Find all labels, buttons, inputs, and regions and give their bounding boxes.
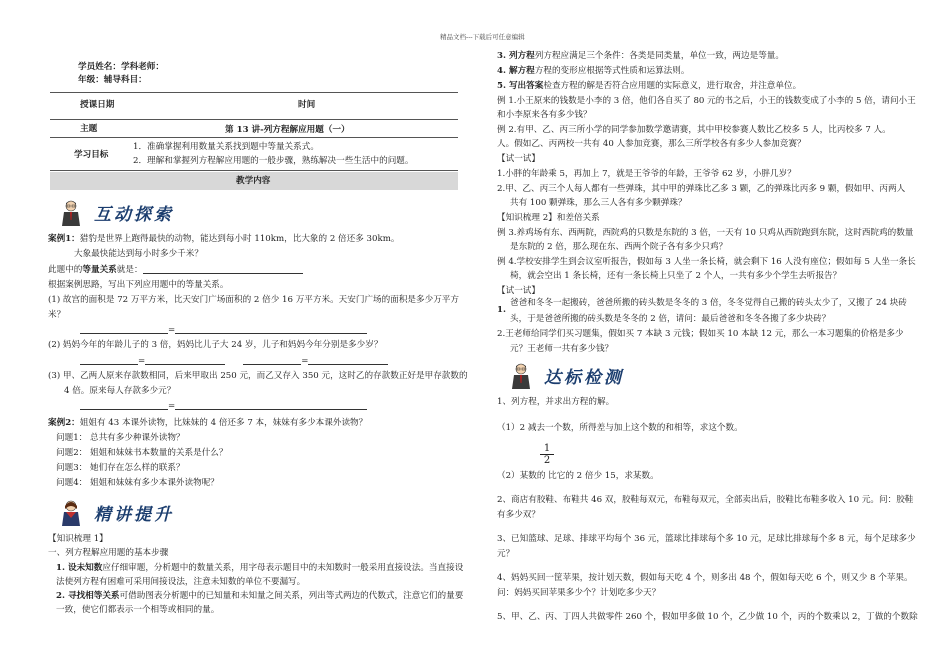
try2-q1b: 头，于是爸爸所搬的砖头数是冬冬的 2 倍，请问：最后爸爸和冬冬各搬了多少块砖？ bbox=[510, 314, 831, 324]
relation-prefix: 此题中的 bbox=[48, 265, 83, 275]
example-4b: 椅，就会空出 1 条长椅，还有一条长椅上只坐了 2 个人，一共有多少个学生去听报告？ bbox=[510, 271, 842, 281]
answer-blank[interactable] bbox=[175, 324, 367, 334]
test-1: 1、列方程，并求出方程的解。 bbox=[497, 397, 615, 407]
banner-interactive-explore bbox=[60, 200, 220, 226]
fraction-one-half bbox=[540, 443, 554, 466]
case1-relation bbox=[48, 264, 303, 276]
step2-text: 可借助图表分析题中的已知量和未知量之间关系，列出等式两边的代数式，注意它们的量要 bbox=[119, 591, 464, 601]
answer-blank[interactable] bbox=[80, 324, 168, 334]
time-label: 时间 bbox=[298, 100, 316, 110]
answer-blank[interactable] bbox=[308, 355, 388, 365]
try1-q1: 1.小胖的年龄乘 5，再加上 7，就是王爷爷的年龄，王爷爷 62 岁，小胖几岁？ bbox=[497, 169, 796, 179]
test-2b: 有多少双？ bbox=[497, 510, 540, 520]
equals-sign: = bbox=[168, 401, 176, 411]
equals-sign: = bbox=[168, 325, 176, 335]
test-2: 2、商店有胶鞋、布鞋共 46 双，胶鞋每双元，布鞋每双元，全部卖出后，胶鞋比布鞋多收入 10 元。问：胶鞋 bbox=[497, 495, 914, 505]
test-3: 3、已知篮球、足球、排球平均每个 36 元，篮球比排球每个多 10 元，足球比排球每个多 8 元，每个足球多少 bbox=[497, 534, 916, 544]
banner-title: 达标检测 bbox=[544, 368, 624, 388]
step3-heading: 3. 列方程 bbox=[497, 51, 535, 61]
q3b: 4 倍。原来每人存款多少元？ bbox=[64, 386, 176, 396]
cartoon-teacher-icon bbox=[60, 200, 82, 226]
try2-q1: 爸爸和冬冬一起搬砖，爸爸所搬的砖头数是冬冬的 3 倍，冬冬觉得自己搬的砖头太少了，又搬了 24 块砖 bbox=[510, 298, 907, 308]
equals-sign: = bbox=[301, 356, 309, 366]
kp1-step1 bbox=[56, 562, 463, 574]
test-4: 4、妈妈买回一筐苹果，按计划天数，假如每天吃 4 个，则多出 48 个，假如每天吃 6 个，则又少 8 个苹果。 bbox=[497, 573, 913, 583]
cartoon-teacher-icon bbox=[510, 363, 532, 389]
step1-text: 应仔细审题，分析题中的数量关系，用字母表示题目中的未知数时一般采用直接设法。当直接设 bbox=[102, 563, 464, 573]
step4-text: 方程的变形应根据等式性质和运算法则。 bbox=[534, 66, 690, 76]
banner-assessment bbox=[510, 363, 670, 389]
q3-answer bbox=[80, 400, 367, 412]
example-1: 例 1.小王原来的钱数是小李的 3 倍，他们各自买了 80 元的书之后，小王的钱数变成了小李的 5 倍，请问小王 bbox=[497, 96, 916, 106]
q1b: 米？ bbox=[48, 310, 66, 320]
example-4: 例 4.学校安排学生到会议室听报告，假如每 3 人坐一条长椅，就会剩下 16 人没有座位；假如每 5 人坐一条长 bbox=[497, 257, 916, 267]
try1-q2: 2.甲、乙、丙三个人每人都有一些弹珠，其中甲的弹珠比乙多 3 颗，乙的弹珠比丙多 9 颗，假如甲、丙两人 bbox=[497, 184, 906, 194]
answer-blank[interactable] bbox=[80, 400, 168, 410]
banner-intensive-lecture bbox=[60, 500, 220, 526]
topic-label: 主题 bbox=[80, 124, 98, 134]
fraction-numerator: 1 bbox=[540, 443, 554, 455]
case2-question-2: 问题2： 姐姐和妹妹书本数量的关系是什么？ bbox=[56, 448, 228, 458]
fraction-denominator: 2 bbox=[543, 455, 551, 466]
knowledge-point-2: 【知识梳理 2】和差倍关系 bbox=[497, 213, 600, 223]
case2-question-4: 问题4： 姐姐和妹妹有多少本课外读物呢？ bbox=[56, 478, 219, 488]
step5 bbox=[497, 80, 801, 92]
equals-sign: = bbox=[138, 356, 146, 366]
case1 bbox=[48, 233, 399, 245]
kp1-subtitle: 一、列方程解应用题的基本步骤 bbox=[48, 548, 169, 558]
header-note: 精品文档---下载后可任意编辑 bbox=[440, 33, 525, 41]
answer-blank[interactable] bbox=[80, 355, 138, 365]
case2-question-1: 问题1： 总共有多少种课外读物？ bbox=[56, 433, 185, 443]
case2-question-3: 问题3： 她们存在怎么样的联系？ bbox=[56, 463, 185, 473]
step5-heading: 5. 写出答案 bbox=[497, 81, 544, 91]
q1-answer bbox=[80, 324, 367, 336]
step5-text: 检查方程的解是否符合应用题的实际意义，进行取舍，并注意单位。 bbox=[543, 81, 802, 91]
test-1a: （1）2 减去一个数，所得差与加上这个数的和相等，求这个数。 bbox=[497, 423, 743, 433]
try-it-2: 【试一试】 bbox=[497, 286, 540, 296]
try-it-1: 【试一试】 bbox=[497, 154, 540, 164]
try2-q2b: 元？王老师一共有多少钱？ bbox=[510, 344, 614, 354]
table-rule bbox=[50, 170, 458, 171]
student-row: 学员姓名：学科老师： bbox=[78, 62, 164, 72]
try1-q2b: 共有 100 颗弹珠，那么三人各有多少颗弹珠？ bbox=[510, 198, 687, 208]
case1-text2: 大象最快能达到每小时多少千米？ bbox=[74, 249, 203, 259]
goal-label: 学习目标 bbox=[74, 150, 109, 160]
case1-label: 案例1： bbox=[48, 234, 80, 244]
answer-blank[interactable] bbox=[175, 400, 367, 410]
step3 bbox=[497, 50, 784, 62]
table-rule bbox=[50, 92, 458, 93]
test-5: 5、甲、乙、丙、丁四人共做零件 260 个，假如甲多做 10 个，乙少做 10 个，丙的个数乘以 2，丁做的个数除 bbox=[497, 612, 918, 622]
table-rule bbox=[50, 119, 458, 120]
relation-keyword: 等量关系 bbox=[82, 265, 117, 275]
answer-blank[interactable] bbox=[243, 355, 301, 365]
q2: (2) 妈妈今年的年龄儿子的 3 倍，妈妈比儿子大 24 岁，儿子和妈妈今年分别是多少岁？ bbox=[48, 340, 383, 350]
kp1-step1b: 法使列方程有困难可采用间接设法，注意未知数的单位不要漏写。 bbox=[56, 577, 306, 587]
test-1b: （2）某数的 比它的 2 倍少 15，求某数。 bbox=[497, 471, 659, 481]
kp1-title: 【知识梳理 1】 bbox=[48, 534, 108, 544]
step3-text: 列方程应满足三个条件：各类是同类量，单位一致，两边是等量。 bbox=[534, 51, 784, 61]
q2-answer bbox=[80, 355, 388, 367]
test-3b: 元？ bbox=[497, 549, 515, 559]
case2 bbox=[48, 417, 367, 429]
case1-instruction: 根据案例思路，写出下列应用题中的等量关系。 bbox=[48, 280, 229, 290]
case2-label: 案例2： bbox=[48, 418, 80, 428]
try2-q1-number: 1. bbox=[497, 305, 506, 315]
banner-title: 互动探索 bbox=[94, 205, 174, 225]
step1-heading: 1. 设未知数 bbox=[56, 563, 103, 573]
content-header-bar bbox=[50, 172, 458, 190]
example-3: 例 3.养鸡场有东、西两院，西院鸡的只数是东院的 3 倍，一天有 10 只鸡从西院跑到东院，这时西院鸡的数量 bbox=[497, 228, 914, 238]
kp1-step2 bbox=[56, 590, 463, 602]
date-label: 授课日期 bbox=[80, 100, 115, 110]
step4 bbox=[497, 65, 689, 77]
relation-blank[interactable] bbox=[143, 264, 303, 274]
kp1-step2b: 一致，使它们都表示一个相等或相同的量。 bbox=[56, 605, 220, 615]
cartoon-teacher-icon bbox=[60, 500, 82, 526]
answer-blank[interactable] bbox=[145, 355, 225, 365]
q3: (3) 甲、乙两人原来存款数相同，后来甲取出 250 元，而乙又存入 350 元，这时乙的存款数正好是甲存款数的 bbox=[48, 371, 468, 381]
example-2b: 人。假如乙、丙两校一共有 40 人参加竞赛，那么三所学校各有多少人参加竞赛？ bbox=[497, 139, 806, 149]
goal-1: 1．准确掌握利用数量关系找到题中等量关系式。 bbox=[133, 142, 319, 152]
content-header: 教学内容 bbox=[236, 176, 271, 186]
q1: (1) 故宫的面积是 72 万平方米，比天安门广场面积的 2 倍少 16 万平方米。天安门广场的面积是多少万平方 bbox=[48, 295, 459, 305]
topic-title: 第 13 讲-列方程解应用题（一） bbox=[225, 125, 350, 135]
relation-suffix: 就是： bbox=[116, 265, 143, 275]
case1-text: 猎豹是世界上跑得最快的动物，能达到每小时 110km，比大象的 2 倍还多 30km。 bbox=[79, 234, 400, 244]
try2-q2: 2.王老师给同学们买习题集，假如买 7 本缺 3 元钱；假如买 10 本缺 12 元，那么一本习题集的价格是多少 bbox=[497, 329, 904, 339]
step2-heading: 2. 寻找相等关系 bbox=[56, 591, 120, 601]
step4-heading: 4. 解方程 bbox=[497, 66, 535, 76]
test-4b: 问：妈妈买回苹果多少个？计划吃多少天？ bbox=[497, 588, 661, 598]
example-3b: 是东院的 2 倍，那么现在东、西两个院子各有多少只鸡？ bbox=[510, 242, 728, 252]
goal-2: 2．理解和掌握列方程解应用题的一般步骤，熟练解决一些生活中的问题。 bbox=[133, 156, 414, 166]
example-2: 例 2.有甲、乙、丙三所小学的同学参加数学邀请赛，其中甲校参赛人数比乙校多 5 人，比丙校多 7 人。 bbox=[497, 125, 891, 135]
example-1b: 和小李原来各有多少钱？ bbox=[497, 110, 592, 120]
grade-row: 年级：辅导科目： bbox=[78, 75, 147, 85]
table-rule bbox=[50, 137, 458, 138]
banner-title: 精讲提升 bbox=[94, 505, 174, 525]
case2-text: 姐姐有 43 本课外读物，比妹妹的 4 倍还多 7 本，妹妹有多少本课外读物？ bbox=[79, 418, 368, 428]
